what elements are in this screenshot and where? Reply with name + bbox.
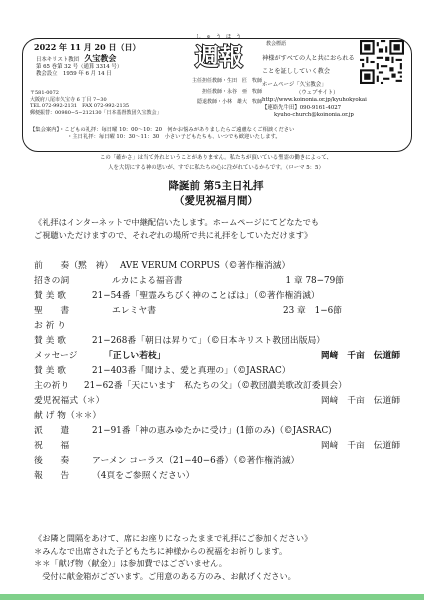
web-label: ホームページ「久宝教会」	[262, 82, 327, 88]
order-text: 21−403番「聞けよ、愛と真理の」（©JASRAC）	[92, 366, 291, 376]
denomination: 日本キリスト教団	[36, 57, 80, 63]
founded-date: 教会設立 1959 年 6 月 14 日	[36, 71, 112, 78]
footer-notes	[34, 532, 312, 582]
motto-line-1: 神様がすべての人と共におられる	[262, 55, 355, 62]
notice-line-2: ご視聴いただけますので、それぞれの場所で共に礼拝をしていただけます》	[34, 229, 313, 240]
order-of-worship	[34, 258, 404, 483]
service-subtitle: （愛児祝福月間）	[174, 195, 258, 207]
order-label: 後 奏	[34, 456, 70, 466]
order-item	[34, 288, 404, 303]
order-label: 招きの詞	[34, 276, 70, 286]
meeting-line-2: ・主日礼拝：毎日曜 10：30～11：30 小さい子どもたちも、いつでも歓迎いたします。	[30, 134, 281, 141]
order-item	[34, 348, 404, 363]
meeting-info	[30, 127, 294, 141]
order-text: エレミヤ書	[112, 306, 156, 316]
online-notice	[34, 216, 319, 241]
service-title	[22, 179, 410, 209]
footer-line-4: 受付に献金箱がございます。ご用意のある方のみ、お献げください。	[34, 570, 296, 581]
order-label: 賛 美 歌	[34, 366, 66, 376]
contact-phone: 【連絡先牛田】090-9161-4027	[262, 104, 342, 111]
order-text: 21−268番「朝日は昇りて」（©日本キリスト教団出版局）	[92, 336, 326, 346]
order-label: お 祈 り	[34, 321, 66, 331]
verse-line-2: 人を大切にする神の思いが、すでに私たちの心に注がれているからです。（ローマ 5：5）	[108, 164, 324, 171]
brand-text: 週報	[195, 42, 243, 71]
footer-line-3: ＊＊「献げ物（献金）」は参加費ではございません。	[34, 558, 227, 569]
order-label: 前 奏（黙 祷）	[34, 261, 114, 271]
postal-transfer: 郵便振替：00980−5−212130「日本基督教団久宝教会」	[30, 110, 162, 117]
order-label: 賛 美 歌	[34, 291, 66, 301]
notice-line-1: 《礼拝はインターネットで中継配信いたします。ホームページにてどなたでも	[34, 217, 320, 227]
web-sub: （ウェブサイト）	[296, 89, 339, 96]
website-link[interactable]: http://www.koinonia.or.jp/kyuhokyokai	[262, 97, 367, 103]
order-text: 21−54番「聖霊みちびく神のことばは」（©著作権消滅）	[92, 291, 320, 301]
order-label: 主の祈り	[34, 381, 70, 391]
order-label: 献 げ 物（＊＊）	[34, 411, 102, 421]
staff-list	[142, 76, 262, 108]
contact-email: kyuho-church@koinonia.or.jp	[274, 112, 354, 118]
order-item	[34, 408, 404, 423]
staff-2: 担任教師・永谷 亜 牧師	[201, 88, 262, 95]
street-address: 大阪府八尾市久宝寺 6 丁目 7−30	[30, 96, 107, 103]
order-text: （4頁をご参照ください）	[92, 471, 195, 481]
order-item	[34, 423, 404, 438]
order-item	[34, 303, 404, 318]
order-right: 23 章 1−6節	[283, 306, 342, 316]
order-label: 祝 福	[34, 441, 70, 451]
order-label: 愛児祝福式（＊）	[34, 396, 105, 406]
brand-logo	[188, 40, 246, 70]
order-item	[34, 273, 404, 288]
service-name: 降誕前 第5主日礼拝	[168, 180, 264, 192]
footer-line-2: ＊みんなで出席された子どもたちに神様からの祝福をお祈りします。	[34, 545, 288, 556]
order-item	[34, 438, 404, 453]
order-text: AVE VERUM CORPUS（©著作権消滅）	[120, 261, 291, 271]
church-name: 久宝教会	[84, 53, 117, 63]
order-item	[34, 378, 404, 393]
footer-line-1: 《お隣と間隔をあけて、席にお座りになったままで礼拝にご参加ください》	[34, 533, 313, 543]
order-text: アーメン コーラス（21−40−6番）（©著作権消滅）	[92, 456, 300, 466]
order-item	[34, 363, 404, 378]
order-item	[34, 453, 404, 468]
order-item	[34, 333, 404, 348]
order-item	[34, 318, 404, 333]
accent-band	[0, 594, 424, 600]
order-item	[34, 393, 404, 408]
order-right: 1 章 78−79節	[285, 276, 344, 286]
order-label: 賛 美 歌	[34, 336, 66, 346]
brand-ruby: しゅうほう	[196, 34, 247, 40]
motto	[262, 52, 355, 78]
order-right: 岡﨑 千亩 伝道師	[320, 396, 400, 406]
staff-1: 主任担任教師・生田 匠 牧師	[191, 78, 262, 84]
contact-info	[262, 82, 367, 120]
order-label: 報 告	[34, 471, 70, 481]
meeting-line-1: 【集会案内】・こどもの礼拝：毎日曜 10：00～10：20 何かお悩みがありましたらご遠慮なくご相談ください	[30, 127, 295, 133]
tel-fax: TEL 072-992-2131 FAX 072-992-2135	[30, 103, 130, 110]
qr-code-icon[interactable]	[360, 40, 404, 84]
scripture-verse	[22, 154, 410, 173]
church-info	[36, 55, 122, 79]
motto-label: 教会標語	[266, 41, 287, 47]
verse-line-1: この「確かさ」は当て外れということがありません。私たちが頂いている聖霊の働きによって、	[99, 155, 332, 161]
preacher: 岡﨑 千亩 伝道師	[320, 351, 400, 361]
zip-code: 〒581-0072	[30, 90, 59, 96]
message-title: 「正しい若枝」	[104, 351, 166, 361]
order-item	[34, 258, 404, 273]
order-text: 21−62番「天にいます 私たちの父」（©教団讃美歌改訂委員会）	[84, 381, 347, 391]
bulletin-date: 2022 年 11 月 20 日（日）	[34, 42, 141, 52]
order-text: ルカによる福音書	[112, 276, 183, 286]
motto-line-2: ことを証ししていく教会	[262, 68, 331, 75]
brand-logo-art	[188, 40, 250, 72]
staff-3: 隠退教師・小林 雄大 牧師	[196, 99, 262, 105]
order-item	[34, 468, 404, 483]
order-label: 派 遣	[34, 426, 70, 436]
issue-number: 第 65 巻第 32 号（通算 3314 号）	[36, 64, 123, 71]
order-right: 岡﨑 千亩 伝道師	[320, 441, 400, 451]
order-label: 聖 書	[34, 306, 70, 316]
order-text: 21−91番「神の恵みゆたかに受け」(1節のみ)（©JASRAC)	[92, 426, 332, 436]
order-label: メッセージ	[34, 351, 78, 361]
